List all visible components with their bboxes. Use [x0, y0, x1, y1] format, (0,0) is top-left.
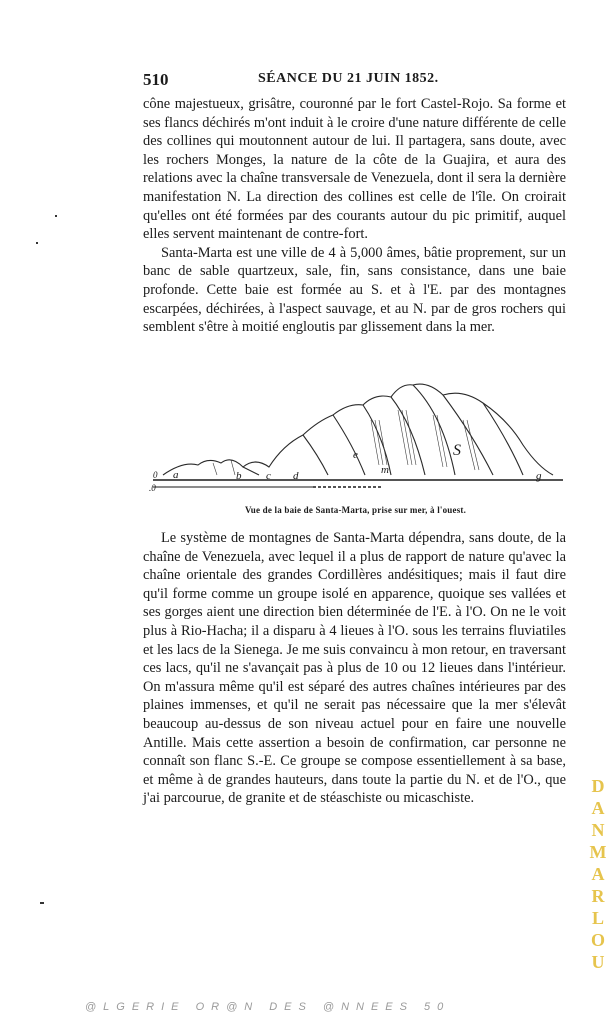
figure-label-s: S	[453, 442, 461, 459]
figure-caption: Vue de la baie de Santa-Marta, prise sur mer, à l'ouest.	[244, 505, 467, 515]
figure-label-c: c	[266, 470, 271, 482]
page-header	[143, 70, 568, 92]
footer-watermark: @LGERIE OR@N DES @NNEES 50	[85, 1001, 451, 1013]
paragraph-santa-marta-ville: Santa-Marta est une ville de 4 à 5,000 âmes, bâtie proprement, sur un banc de sable quartzeux, sale, fin, sans consistance, dans une baie profonde. Cette baie est formée au S. et à l'E. par des montagnes escarpées, déchirées, à l'aspect sauvage, et au N. par de gros rochers qui semblent s'être à moitié engloutis par glissement dans la mer.	[143, 244, 566, 336]
page-number: 510	[143, 70, 169, 89]
running-head: SÉANCE DU 21 JUIN 1852.	[258, 71, 439, 86]
mountain-outline	[163, 384, 553, 475]
figure-label-a: a	[173, 469, 179, 481]
margin-speck	[40, 902, 44, 904]
bay-sketch	[143, 375, 568, 503]
text-block-bottom	[143, 529, 566, 808]
figure-label-zero: 0	[153, 470, 158, 480]
figure-label-dot-zero: .0	[149, 483, 156, 493]
watermark-stamp: DANMARLOU	[588, 776, 608, 974]
figure-label-m: m	[381, 464, 389, 476]
figure-label-d: d	[293, 470, 299, 482]
figure-label-b: b	[236, 470, 242, 482]
margin-speck	[55, 215, 57, 217]
paragraph-castel-rojo: cône majestueux, grisâtre, couronné par le fort Castel-Rojo. Sa forme et ses flancs déchirés m'ont induit à le croire d'une nature différente de celle des collines qui moutonnent autour de lui. Il partagera, sans doute, avec les rochers Monges, la nature de la côte de la Guajira, et aura des relations avec la chaîne transversale de Venezuela, dont il sera la dernière manifestation N. La direction des collines est celle de l'île. On croirait qu'elles ont été formées par des courants autour du pic primitif, auquel elles servent maintenant de contre-fort.	[143, 96, 566, 243]
margin-speck	[36, 242, 38, 244]
text-block-top	[143, 95, 566, 337]
bay-figure	[143, 375, 568, 525]
figure-label-g: g	[536, 470, 542, 482]
figure-label-e: e	[353, 449, 358, 461]
paragraph-systeme-montagnes: Le système de montagnes de Santa-Marta dépendra, sans doute, de la chaîne de Venezuela, avec lequel il a plus de rapport de nature qu'avec la chaîne orientale des grandes Cordillères andésitiques; mais il faut dire qu'il forme comme un groupe isolé en apparence, quoique ses vallées et ses gorges aient une direction bien déterminée de l'E. à l'O. On ne le voit plus à Rio-Hacha; il a disparu à 4 lieues à l'O. sous les terrains fluviatiles et les lacs de la Sienega. Je me suis convaincu à mon retour, en traversant ces lacs, qu'il ne s'avançait pas à plus de 10 ou 12 lieues dans l'intérieur. On m'assura même qu'il est séparé des autres chaînes intérieures par des plaines immenses, et qu'il ne serait pas nécessaire que la mer s'élevât beaucoup au-dessus de son niveau actuel pour en faire une nouvelle Antille. Mais cette assertion a besoin de confirmation, car personne ne connaît son flanc S.-E. Ce groupe se compose essentiellement à sa base, et même à de grandes hauteurs, dans toute la partie du N. et de l'O., que j'ai parcourue, de granite et de stéaschiste ou micaschiste.	[143, 530, 566, 807]
